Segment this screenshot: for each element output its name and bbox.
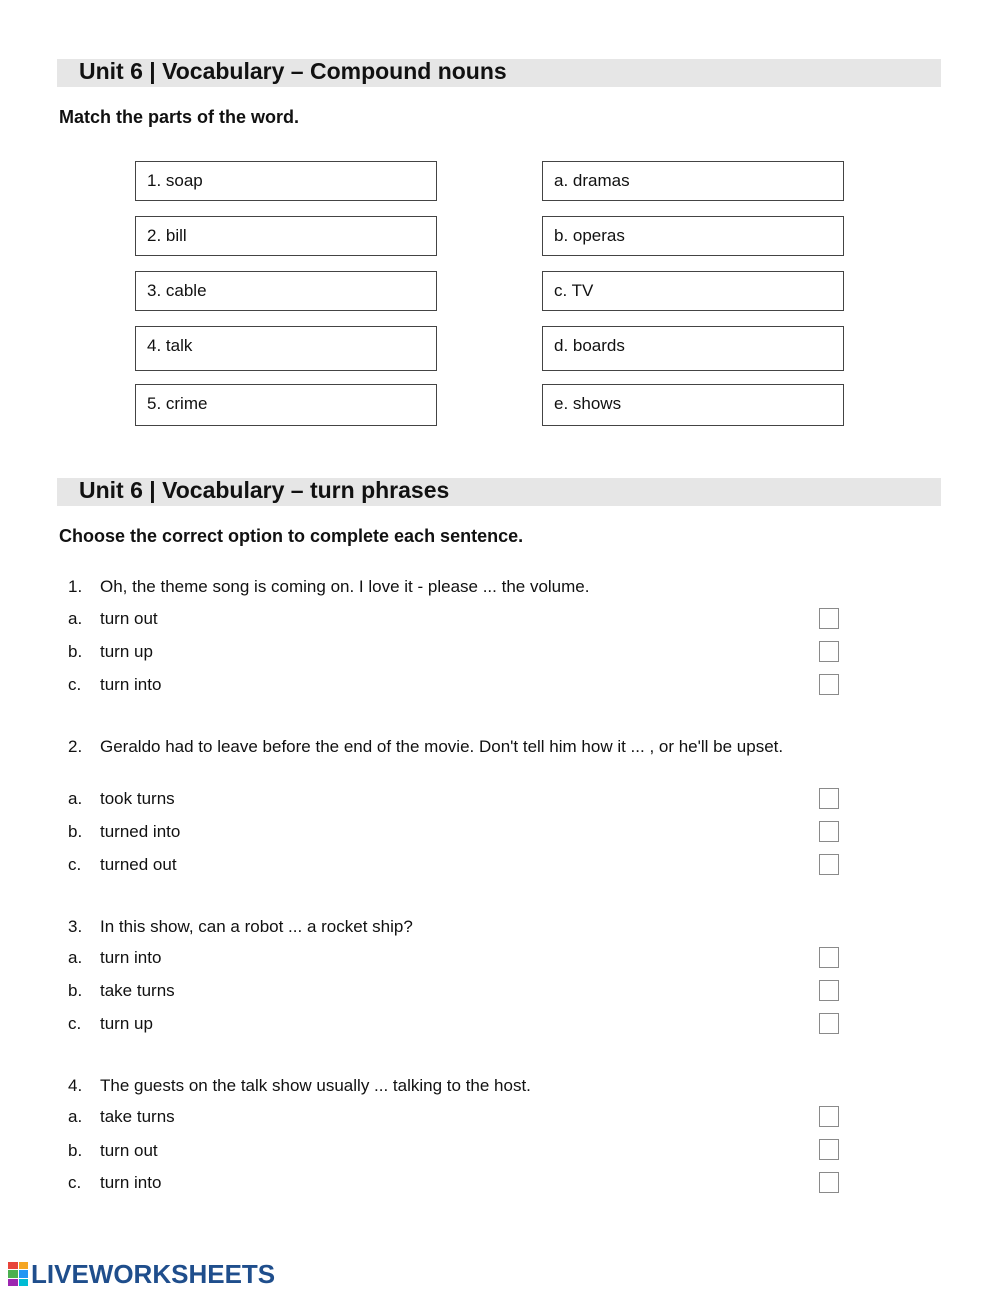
option-letter: c. [68, 1014, 82, 1033]
logo-square [19, 1270, 29, 1277]
logo-square [8, 1270, 18, 1277]
option-letter: b. [68, 642, 83, 661]
option-letter: a. [68, 609, 83, 628]
option-text: turn up [100, 1014, 153, 1033]
question-text: In this show, can a robot ... a rocket ship? [100, 917, 413, 936]
option-checkbox[interactable] [819, 788, 839, 809]
match-left-label: 5. crime [147, 394, 208, 413]
match-left-box[interactable] [135, 216, 437, 256]
section-title: Unit 6 | Vocabulary – Compound nouns [79, 58, 507, 84]
question-text: Geraldo had to leave before the end of the movie. Don't tell him how it ... , or he'll be upset. [100, 737, 784, 756]
liveworksheets-logo[interactable] [8, 1259, 275, 1289]
option-letter: b. [68, 1141, 83, 1160]
option-text: turn into [100, 675, 162, 694]
logo-grid-icon [8, 1262, 28, 1286]
option-text: turn into [100, 1173, 162, 1192]
question-number: 2. [68, 737, 83, 756]
option-text: turn into [100, 948, 162, 967]
question-text: Oh, the theme song is coming on. I love it - please ... the volume. [100, 577, 590, 596]
option-checkbox[interactable] [819, 641, 839, 662]
match-left-box[interactable] [135, 271, 437, 311]
match-left-label: 4. talk [147, 336, 193, 355]
option-letter: a. [68, 1107, 83, 1126]
option-letter: c. [68, 855, 82, 874]
option-letter: a. [68, 948, 83, 967]
option-text: take turns [100, 981, 175, 1000]
question-text: The guests on the talk show usually ... talking to the host. [100, 1076, 531, 1095]
question-number: 4. [68, 1076, 83, 1095]
option-letter: a. [68, 789, 83, 808]
match-left-label: 2. bill [147, 226, 187, 245]
instruction-match: Match the parts of the word. [59, 107, 300, 127]
instruction-choose: Choose the correct option to complete each sentence. [59, 526, 524, 546]
question-number: 3. [68, 917, 83, 936]
match-right-box[interactable] [542, 216, 844, 256]
option-checkbox[interactable] [819, 674, 839, 695]
logo-square [8, 1262, 18, 1269]
match-right-label: e. shows [554, 394, 622, 413]
option-checkbox[interactable] [819, 1106, 839, 1127]
match-right-box[interactable] [542, 161, 844, 201]
match-right-label: a. dramas [554, 171, 630, 190]
option-text: turned into [100, 822, 181, 841]
match-right-label: c. TV [554, 281, 594, 300]
match-left-label: 1. soap [147, 171, 203, 190]
section-title: Unit 6 | Vocabulary – turn phrases [79, 477, 450, 503]
option-checkbox[interactable] [819, 947, 839, 968]
option-checkbox[interactable] [819, 1172, 839, 1193]
option-letter: c. [68, 675, 82, 694]
option-letter: b. [68, 822, 83, 841]
logo-text: LIVEWORKSHEETS [31, 1258, 276, 1289]
option-text: turned out [100, 855, 177, 874]
option-checkbox[interactable] [819, 608, 839, 629]
match-left-label: 3. cable [147, 281, 207, 300]
logo-square [19, 1279, 29, 1286]
match-left-box[interactable] [135, 161, 437, 201]
question-number: 1. [68, 577, 83, 596]
option-checkbox[interactable] [819, 821, 839, 842]
match-right-box[interactable] [542, 271, 844, 311]
option-letter: b. [68, 981, 83, 1000]
option-text: took turns [100, 789, 175, 808]
section-header-compound-nouns [57, 59, 941, 87]
logo-square [19, 1262, 29, 1269]
option-checkbox[interactable] [819, 1013, 839, 1034]
match-right-label: d. boards [554, 336, 625, 355]
option-text: turn up [100, 642, 153, 661]
option-checkbox[interactable] [819, 980, 839, 1001]
option-checkbox[interactable] [819, 854, 839, 875]
match-left-box[interactable] [135, 384, 437, 426]
match-left-box[interactable] [135, 326, 437, 371]
logo-square [8, 1279, 18, 1286]
match-right-box[interactable] [542, 384, 844, 426]
match-right-box[interactable] [542, 326, 844, 371]
option-text: turn out [100, 609, 158, 628]
section-header-turn-phrases [57, 478, 941, 506]
option-text: take turns [100, 1107, 175, 1126]
option-letter: c. [68, 1173, 82, 1192]
option-checkbox[interactable] [819, 1139, 839, 1160]
option-text: turn out [100, 1141, 158, 1160]
match-right-label: b. operas [554, 226, 625, 245]
